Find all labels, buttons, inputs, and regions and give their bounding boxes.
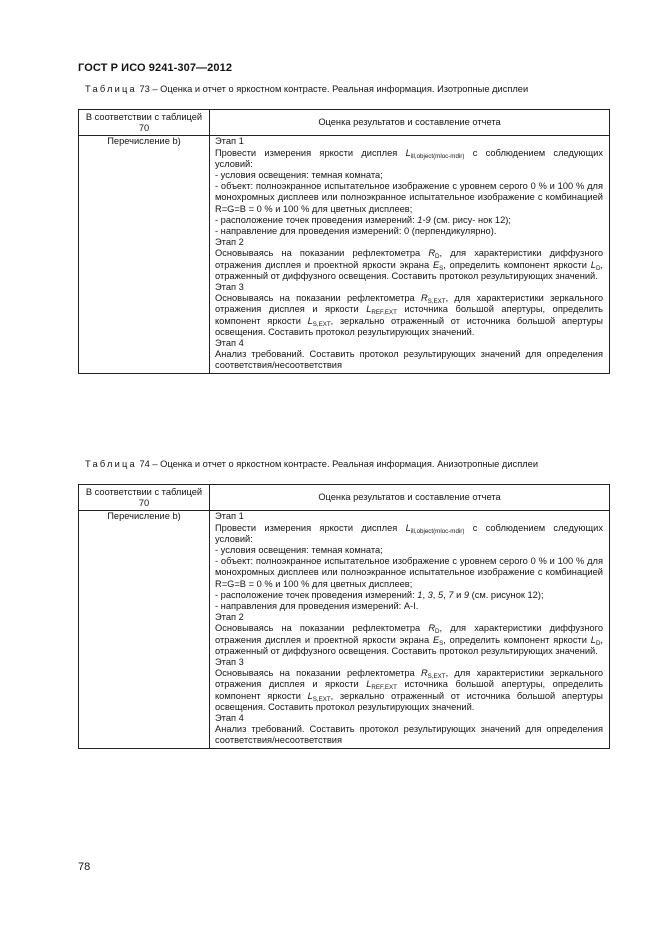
table-74-header-evaluation: Оценка результатов и составление отчета <box>210 485 610 511</box>
stage-1-points: - расположение точек проведения измерений: 1, 3, 5, 7 и 9 (см. рисунок 12); <box>215 589 544 600</box>
stage-4-text: Анализ требований. Составить протокол результирующих значений для определения соответствия/несоответствия <box>215 724 603 746</box>
stage-3-text: Основываясь на показании рефлектометра $R_{S,EXT}$, для характеристики зеркального отражения дисплея и яркости $L_{REF,EXT}$ источника большой апертуры, определить компонент яркости $L_{S,EXT}$, зеркально отраженный от источника большой апертуры освещения. Составить протокол результирующих значений. <box>215 293 603 337</box>
stage-2-title: Этап 2 <box>215 237 244 248</box>
table-74-header-reference: В соответствии с таблицей 70 <box>79 485 210 511</box>
table-73 <box>78 109 610 374</box>
stage-1-object: - объект: полноэкранное испытательное изображение с уровнем серого 0 % и 100 % для монохромных дисплеев или полноэкранное испытательное изображение с комбинацией R=G=B = 0 % и 100 % для цветных дисплеев; <box>215 181 603 214</box>
table-74-reference-cell: Перечисление b) <box>79 511 210 748</box>
stage-3-text: Основываясь на показании рефлектометра $R_{S,EXT}$, для характеристики зеркального отражения дисплея и яркости $L_{REF,EXT}$ источника большой апертуры, определить компонент яркости $L_{S,EXT}$, зеркально отраженный от источника большой апертуры освещения. Составить протокол результирующих значений. <box>215 668 603 712</box>
stage-1-title: Этап 1 <box>215 511 244 522</box>
stage-4-title: Этап 4 <box>215 713 244 724</box>
table-73-header-evaluation: Оценка результатов и составление отчета <box>210 110 610 136</box>
stage-1-points: - расположение точек проведения измерений: 1-9 (см. рису- нок 12); <box>215 214 511 225</box>
table-73-caption: Таблица 73 – Оценка и отчет о яркостном контрасте. Реальная информация. Изотропные дисплеи <box>85 84 529 94</box>
stage-4-title: Этап 4 <box>215 338 244 349</box>
stage-1-direction: - направление для проведения измерений: 0 (перпендикулярно). <box>215 226 497 237</box>
stage-1-measure: Провести измерения яркости дисплея $L_{ill,object(mloc-mdir)}$ с соблюдением следующих условий: <box>215 147 604 169</box>
stage-2-title: Этап 2 <box>215 612 244 623</box>
stage-1-measure: Провести измерения яркости дисплея $L_{ill,object(mloc-mdir)}$ с соблюдением следующих условий: <box>215 522 604 544</box>
document-code: ГОСТ Р ИСО 9241-307—2012 <box>78 62 233 74</box>
table-73-header-reference: В соответствии с таблицей 70 <box>79 110 210 136</box>
stage-1-object: - объект: полноэкранное испытательное изображение с уровнем серого 0 % и 100 % для монохромных дисплеев или полноэкранное испытательное изображение с комбинацией R=G=B = 0 % и 100 % для цветных дисплеев; <box>215 556 603 589</box>
stage-1-title: Этап 1 <box>215 136 244 147</box>
stage-4-text: Анализ требований. Составить протокол результирующих значений для определения соответствия/несоответствия <box>215 349 603 371</box>
stage-1-lighting: - условия освещения: темная комната; <box>215 170 383 181</box>
table-74-procedure-cell <box>210 511 610 748</box>
stage-2-text: Основываясь на показании рефлектометра $R_D$, для характеристики диффузного отражения дисплея и проектной яркости экрана $E_S$, определить компонент яркости $L_D$, отраженный от диффузного освещения. Составить протокол результирующих значений. <box>215 248 604 281</box>
table-74 <box>78 484 610 749</box>
stage-1-lighting: - условия освещения: темная комната; <box>215 545 383 556</box>
stage-3-title: Этап 3 <box>215 657 244 668</box>
table-73-procedure-cell <box>210 136 610 373</box>
table-73-reference-cell: Перечисление b) <box>79 136 210 373</box>
table-74-caption: Таблица 74 – Оценка и отчет о яркостном контрасте. Реальная информация. Анизотропные дисплеи <box>85 459 539 469</box>
page-number: 78 <box>78 861 91 873</box>
stage-1-direction: - направления для проведения измерений: A-I. <box>215 601 419 612</box>
stage-3-title: Этап 3 <box>215 282 244 293</box>
stage-2-text: Основываясь на показании рефлектометра $R_D$, для характеристики диффузного отражения дисплея и проектной яркости экрана $E_S$, определить компонент яркости $L_D$, отраженный от диффузного освещения. Составить протокол результирующих значений. <box>215 623 604 656</box>
